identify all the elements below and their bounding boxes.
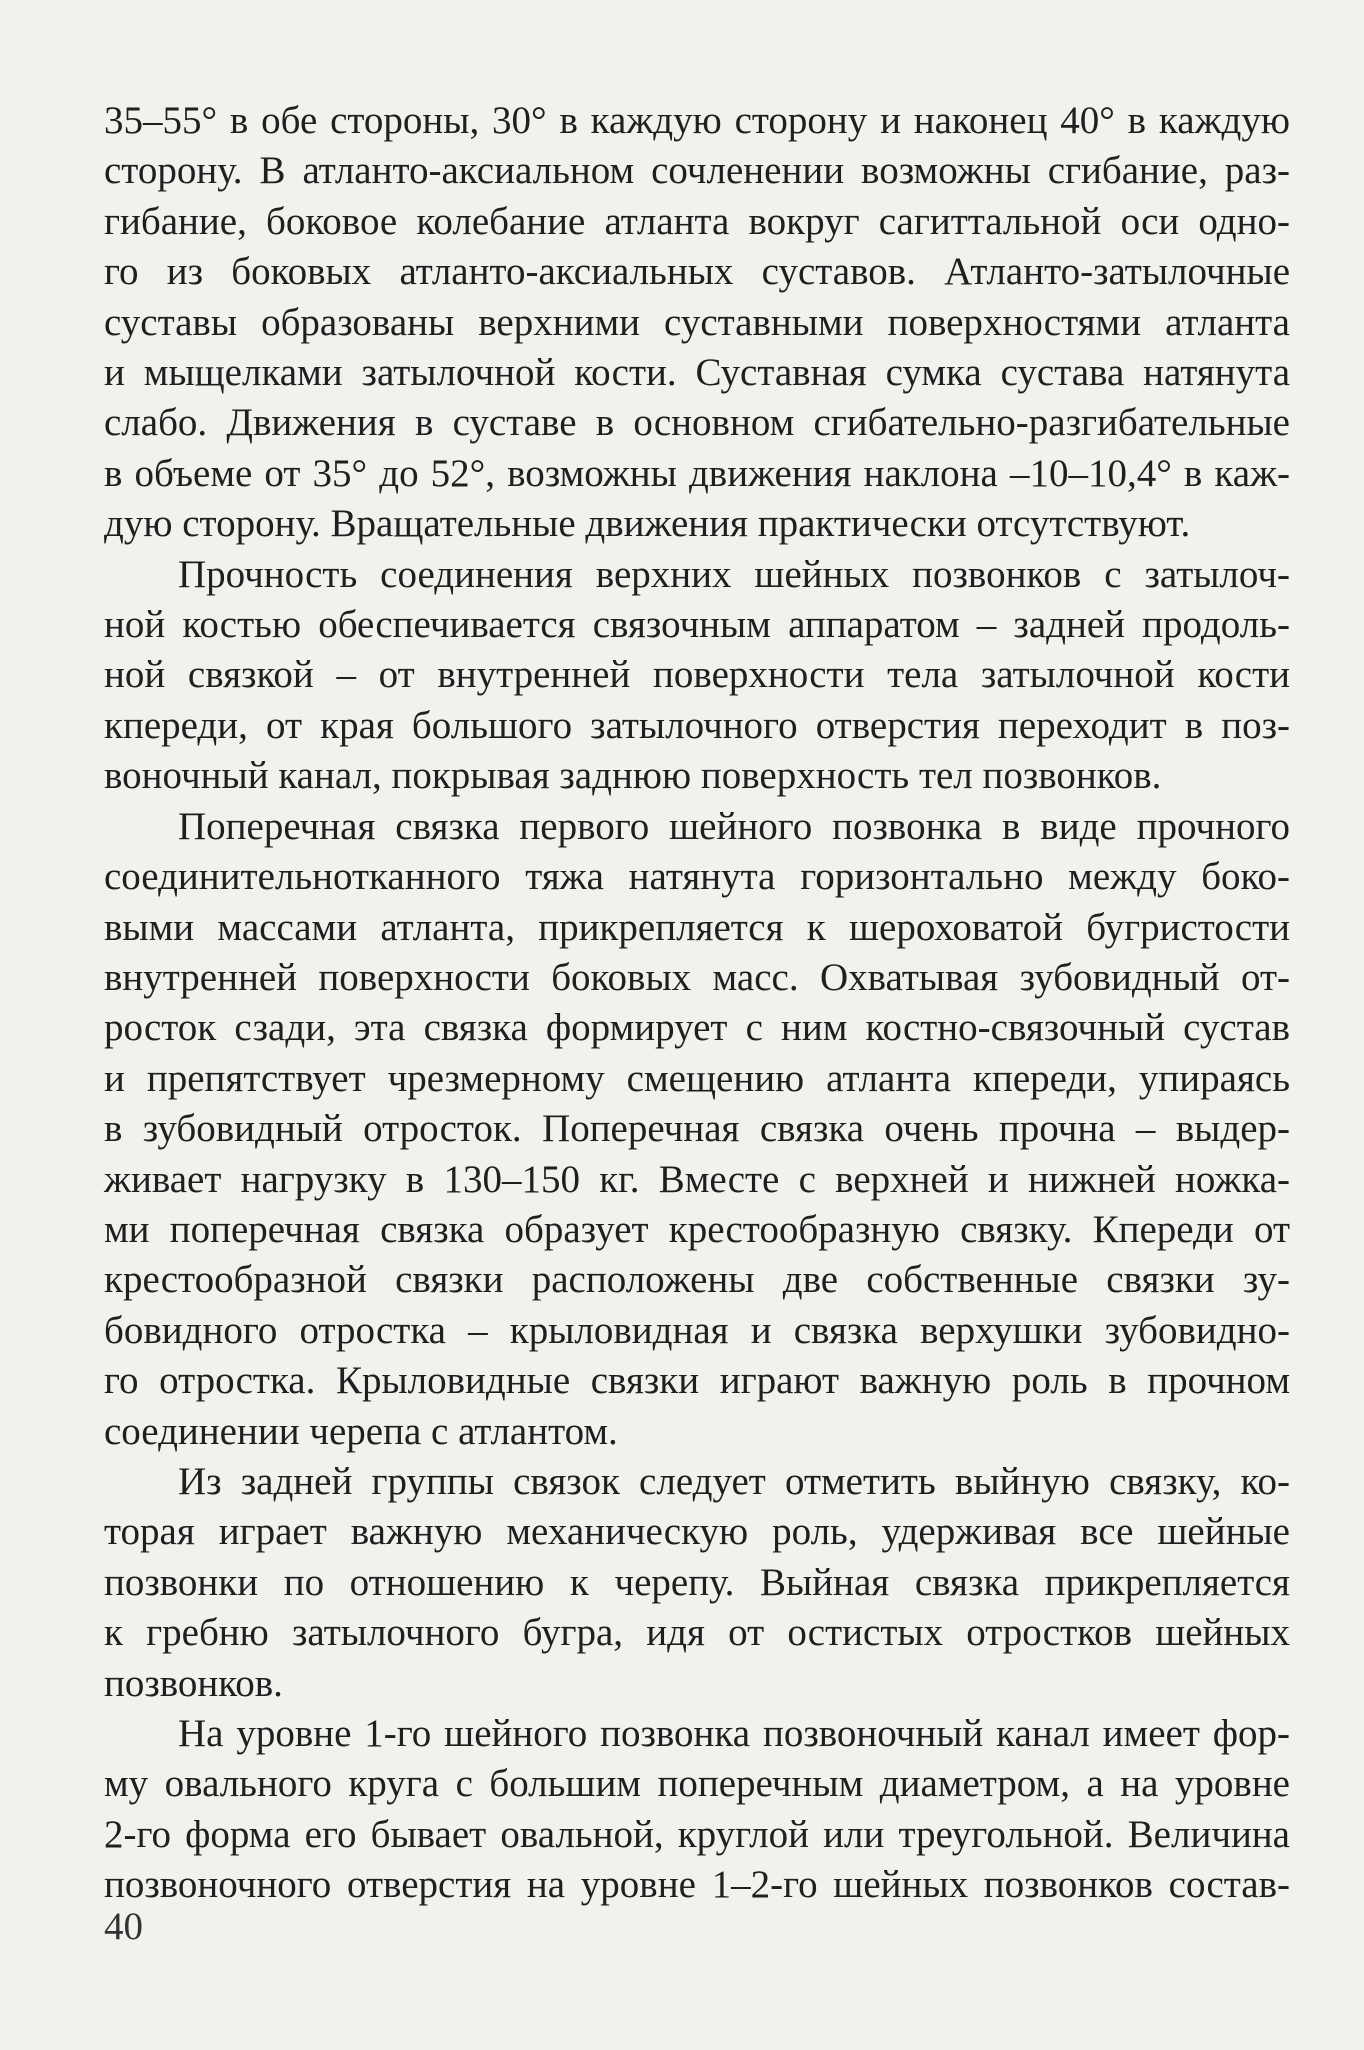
text-line: дую сторону. Вращательные движения практически отсутствуют. bbox=[104, 502, 1191, 546]
text-line: позвонков. bbox=[104, 1661, 283, 1705]
text-line: и мыщелками затылочной кости. Суставная сумка сустава натянута bbox=[104, 351, 1290, 395]
text-line: му овального круга с большим поперечным диаметром, а на уровне bbox=[104, 1762, 1290, 1806]
text-line: в зубовидный отросток. Поперечная связка очень прочна – выдер- bbox=[104, 1107, 1290, 1151]
paragraph-2 bbox=[104, 550, 1290, 802]
text-line: внутренней поверхности боковых масс. Охватывая зубовидный от- bbox=[104, 955, 1290, 999]
text-line: крестообразной связки расположены две собственные связки зу- bbox=[104, 1258, 1290, 1302]
text-line: 35–55° в обе стороны, 30° в каждую сторону и наконец 40° в каждую bbox=[104, 99, 1290, 142]
text-line: позвоночного отверстия на уровне 1–2-го шейных позвонков состав- bbox=[104, 1863, 1290, 1907]
text-line: соединительнотканного тяжа натянута горизонтально между боко- bbox=[104, 855, 1290, 899]
text-line: ми поперечная связка образует крестообразную связку. Кпереди от bbox=[104, 1207, 1290, 1251]
text-line: Из задней группы связок следует отметить выйную связку, ко- bbox=[178, 1459, 1290, 1503]
text-line: в объеме от 35° до 52°, возможны движения наклона –10–10,4° в каж- bbox=[104, 451, 1290, 495]
paragraph-4 bbox=[104, 1457, 1290, 1709]
text-line: бовидного отростка – крыловидная и связка верхушки зубовидно- bbox=[104, 1308, 1290, 1352]
text-line: На уровне 1-го шейного позвонка позвоночный канал имеет фор- bbox=[178, 1712, 1290, 1755]
text-line: соединении черепа с атлантом. bbox=[104, 1409, 618, 1453]
paragraph-3 bbox=[104, 802, 1290, 1457]
text-line: Прочность соединения верхних шейных позвонков с затылоч- bbox=[178, 552, 1290, 596]
text-line: суставы образованы верхними суставными поверхностями атланта bbox=[104, 300, 1290, 344]
text-line: кпереди, от края большого затылочного отверстия переходит в поз- bbox=[104, 703, 1290, 747]
text-line: и препятствует чрезмерному смещению атланта кпереди, упираясь bbox=[104, 1056, 1290, 1100]
text-line: выми массами атланта, прикрепляется к шероховатой бугристости bbox=[104, 905, 1290, 949]
text-line: го из боковых атланто-аксиальных суставов. Атланто-затылочные bbox=[104, 250, 1290, 294]
text-line: слабо. Движения в суставе в основном сгибательно-разгибательные bbox=[104, 401, 1290, 445]
text-line: Поперечная связка первого шейного позвонка в виде прочного bbox=[178, 804, 1290, 848]
text-line: 2-го форма его бывает овальной, круглой или треугольной. Величина bbox=[104, 1812, 1290, 1856]
text-line: го отростка. Крыловидные связки играют важную роль в прочном bbox=[104, 1359, 1290, 1403]
text-line: ной связкой – от внутренней поверхности тела затылочной кости bbox=[104, 653, 1290, 697]
text-line: росток сзади, эта связка формирует с ним костно-связочный сустав bbox=[104, 1006, 1290, 1050]
page-number: 40 bbox=[104, 1905, 143, 1948]
text-line: гибание, боковое колебание атланта вокруг сагиттальной оси одно- bbox=[104, 199, 1290, 243]
paragraph-1 bbox=[104, 96, 1290, 550]
text-line: живает нагрузку в 130–150 кг. Вместе с верхней и нижней ножка- bbox=[104, 1157, 1290, 1201]
text-line: ной костью обеспечивается связочным аппаратом – задней продоль- bbox=[104, 603, 1290, 647]
paragraph-5 bbox=[104, 1709, 1290, 1911]
page-body bbox=[104, 96, 1290, 1911]
text-line: воночный канал, покрывая заднюю поверхность тел позвонков. bbox=[104, 754, 1162, 798]
text-line: торая играет важную механическую роль, удерживая все шейные bbox=[104, 1510, 1290, 1554]
text-line: сторону. В атланто-аксиальном сочленении возможны сгибание, раз- bbox=[104, 149, 1290, 193]
text-line: позвонки по отношению к черепу. Выйная связка прикрепляется bbox=[104, 1560, 1290, 1604]
text-line: к гребню затылочного бугра, идя от остистых отростков шейных bbox=[104, 1611, 1290, 1655]
